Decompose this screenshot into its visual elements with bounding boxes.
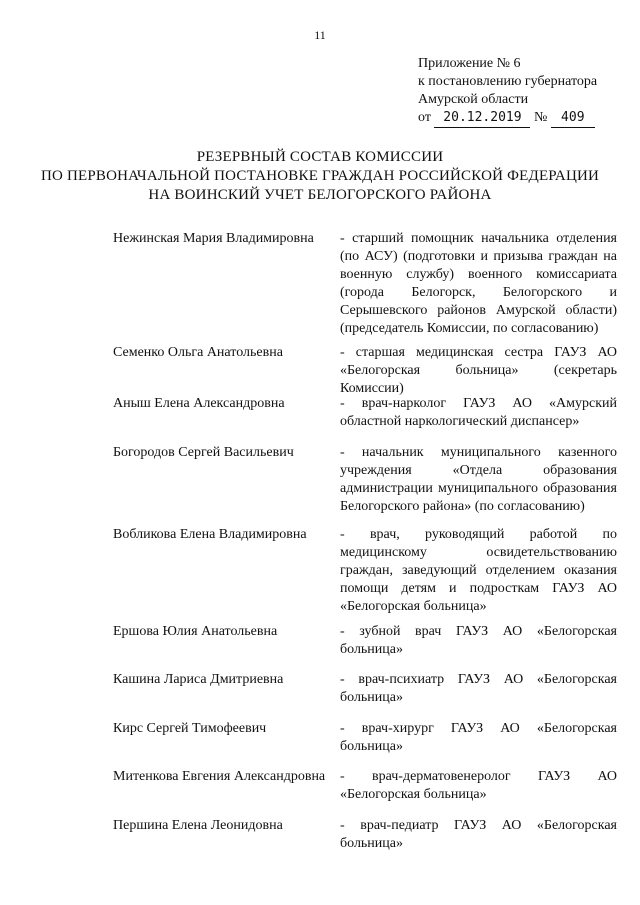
- member-row: [113, 395, 617, 431]
- member-role: - врач-нарколог ГАУЗ АО «Амурский областной наркологический диспансер»: [340, 396, 617, 429]
- member-name: Кашина Лариса Дмитриевна: [113, 672, 284, 687]
- page-number: 11: [314, 28, 326, 42]
- member-name: Богородов Сергей Васильевич: [113, 445, 294, 460]
- appendix-region: Амурской области: [418, 92, 529, 107]
- handwritten-number: 409: [551, 109, 595, 128]
- member-name: Аныш Елена Александровна: [113, 396, 285, 411]
- member-role: - врач-психиатр ГАУЗ АО «Белогорская больница»: [340, 672, 617, 705]
- member-name: Нежинская Мария Владимировна: [113, 231, 314, 246]
- member-row: [113, 526, 617, 616]
- title-line-2: ПО ПЕРВОНАЧАЛЬНОЙ ПОСТАНОВКЕ ГРАЖДАН РОССИЙСКОЙ ФЕДЕРАЦИИ: [40, 168, 600, 184]
- member-row: [113, 344, 617, 398]
- number-prefix: №: [533, 110, 548, 125]
- appendix-title: Приложение № 6: [418, 56, 521, 71]
- handwritten-date: 20.12.2019: [434, 109, 530, 128]
- member-row: [113, 720, 617, 756]
- appendix-reference: к постановлению губернатора: [418, 74, 598, 89]
- document-title: [0, 148, 640, 205]
- member-role: - старший помощник начальника отделения (по АСУ) (подготовки и призыва граждан на военную службу) военного комиссариата (города Белогорск, Белогорского и Серышевского районов Амурской области) (председатель Комиссии, по согласованию): [340, 231, 617, 336]
- member-row: [113, 623, 617, 659]
- date-prefix: от: [418, 110, 431, 125]
- member-name: Вобликова Елена Владимировна: [113, 527, 307, 542]
- member-row: [113, 444, 617, 516]
- member-role: - врач-дерматовенеролог ГАУЗ АО «Белогорская больница»: [340, 769, 617, 802]
- member-role: - начальник муниципального казенного учреждения «Отдела образования администрации муниципального образования Белогорского района» (по согласованию): [340, 445, 617, 514]
- member-row: [113, 768, 617, 804]
- member-row: [113, 230, 617, 338]
- member-name: Першина Елена Леонидовна: [113, 818, 283, 833]
- member-name: Ершова Юлия Анатольевна: [113, 624, 278, 639]
- appendix-block: [418, 55, 597, 128]
- appendix-date-line: [418, 109, 597, 128]
- member-role: - врач-педиатр ГАУЗ АО «Белогорская больница»: [340, 818, 617, 851]
- title-line-3: НА ВОИНСКИЙ УЧЕТ БЕЛОГОРСКОГО РАЙОНА: [148, 187, 492, 203]
- member-row: [113, 671, 617, 707]
- member-row: [113, 817, 617, 853]
- member-role: - старшая медицинская сестра ГАУЗ АО «Белогорская больница» (секретарь Комиссии): [340, 345, 617, 396]
- title-line-1: РЕЗЕРВНЫЙ СОСТАВ КОМИССИИ: [196, 149, 444, 165]
- member-role: - зубной врач ГАУЗ АО «Белогорская больница»: [340, 624, 617, 657]
- member-name: Митенкова Евгения Александровна: [113, 769, 326, 784]
- member-role: - врач, руководящий работой по медицинскому освидетельствованию граждан, заведующий отделением оказания помощи детям и подросткам ГАУЗ АО «Белогорская больница»: [340, 527, 617, 614]
- member-name: Кирс Сергей Тимофеевич: [113, 721, 267, 736]
- member-role: - врач-хирург ГАУЗ АО «Белогорская больница»: [340, 721, 617, 754]
- member-name: Семенко Ольга Анатольевна: [113, 345, 283, 360]
